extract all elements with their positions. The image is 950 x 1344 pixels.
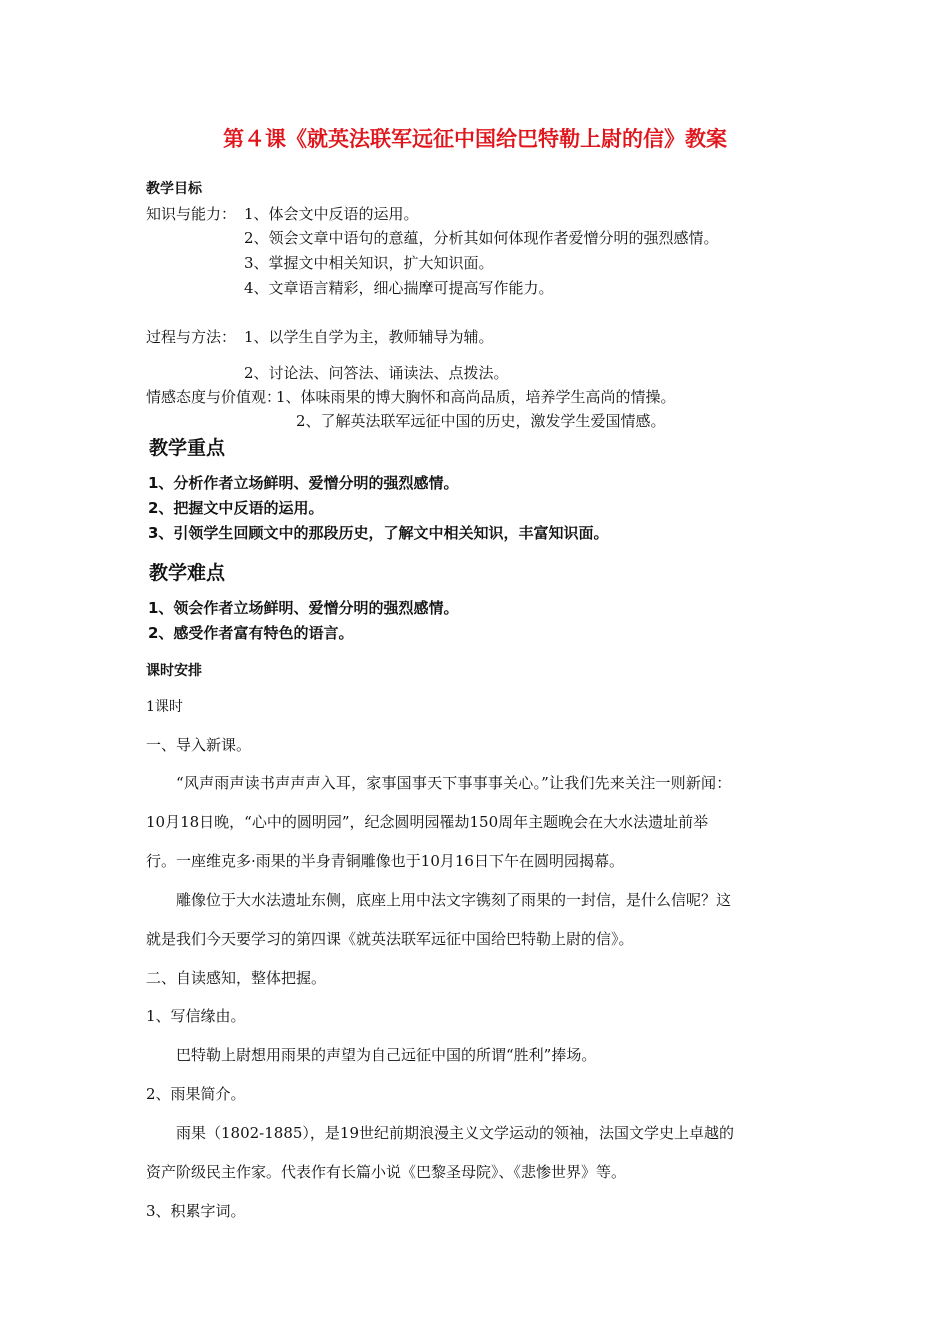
paragraph-line: 雨果（1802-1885），是19世纪前期浪漫主义文学运动的领袖，法国文学史上卓越的 [176, 1124, 735, 1142]
key-point-item: 1、分析作者立场鲜明、爱憎分明的强烈感情。 [148, 474, 459, 492]
knowledge-item: 2、领会文章中语句的意蕴，分析其如何体现作者爱憎分明的强烈感情。 [244, 229, 719, 247]
key-point-item: 3、引领学生回顾文中的那段历史，了解文中相关知识，丰富知识面。 [148, 524, 609, 542]
process-item: 1、以学生自学为主，教师辅导为辅。 [244, 328, 494, 346]
paragraph-line: “风声雨声读书声声声入耳，家事国事天下事事事关心。”让我们先来关注一则新闻： [176, 774, 732, 792]
schedule-value: 1课时 [146, 699, 183, 715]
objectives-heading: 教学目标 [146, 181, 202, 197]
difficulties-heading: 教学难点 [149, 562, 226, 584]
paragraph-line: 10月18日晚，“心中的圆明园”，纪念圆明园罹劫150周年主题晚会在大水法遗址前举 [146, 813, 709, 831]
process-item: 2、讨论法、问答法、诵读法、点拨法。 [244, 364, 509, 382]
knowledge-item: 1、体会文中反语的运用。 [244, 205, 419, 223]
key-points-heading: 教学重点 [149, 437, 226, 459]
section-heading: 二、自读感知，整体把握。 [146, 969, 327, 987]
paragraph-line: 雕像位于大水法遗址东侧，底座上用中法文字镌刻了雨果的一封信，是什么信呢？这 [176, 891, 732, 909]
knowledge-label: 知识与能力： [146, 205, 237, 223]
key-point-item: 2、把握文中反语的运用。 [148, 499, 324, 517]
subsection-heading: 1、写信缘由。 [146, 1007, 246, 1025]
paragraph-line: 行。一座维克多·雨果的半身青铜雕像也于10月16日下午在圆明园揭幕。 [146, 852, 624, 870]
process-label: 过程与方法： [146, 328, 237, 346]
subsection-heading: 2、雨果简介。 [146, 1085, 246, 1103]
subsection-heading: 3、积累字词。 [146, 1202, 246, 1220]
section-heading: 一、导入新课。 [146, 736, 252, 754]
knowledge-item: 4、文章语言精彩，细心揣摩可提高写作能力。 [244, 279, 554, 297]
document-title: 第４课《就英法联军远征中国给巴特勒上尉的信》教案 [223, 127, 727, 151]
difficulty-item: 1、领会作者立场鲜明、爱憎分明的强烈感情。 [148, 599, 459, 617]
emotion-label: 情感态度与价值观： [146, 388, 282, 406]
schedule-heading: 课时安排 [146, 663, 202, 679]
paragraph-line: 资产阶级民主作家。代表作有长篇小说《巴黎圣母院》、《悲惨世界》等。 [146, 1163, 627, 1181]
emotion-item: 1、体味雨果的博大胸怀和高尚品质，培养学生高尚的情操。 [276, 388, 676, 406]
paragraph-line: 巴特勒上尉想用雨果的声望为自己远征中国的所谓“胜利”捧场。 [176, 1046, 597, 1064]
paragraph-line: 就是我们今天要学习的第四课《就英法联军远征中国给巴特勒上尉的信》。 [146, 930, 634, 948]
difficulty-item: 2、感受作者富有特色的语言。 [148, 624, 354, 642]
knowledge-item: 3、掌握文中相关知识，扩大知识面。 [244, 254, 494, 272]
emotion-item: 2、了解英法联军远征中国的历史，激发学生爱国情感。 [296, 412, 666, 430]
